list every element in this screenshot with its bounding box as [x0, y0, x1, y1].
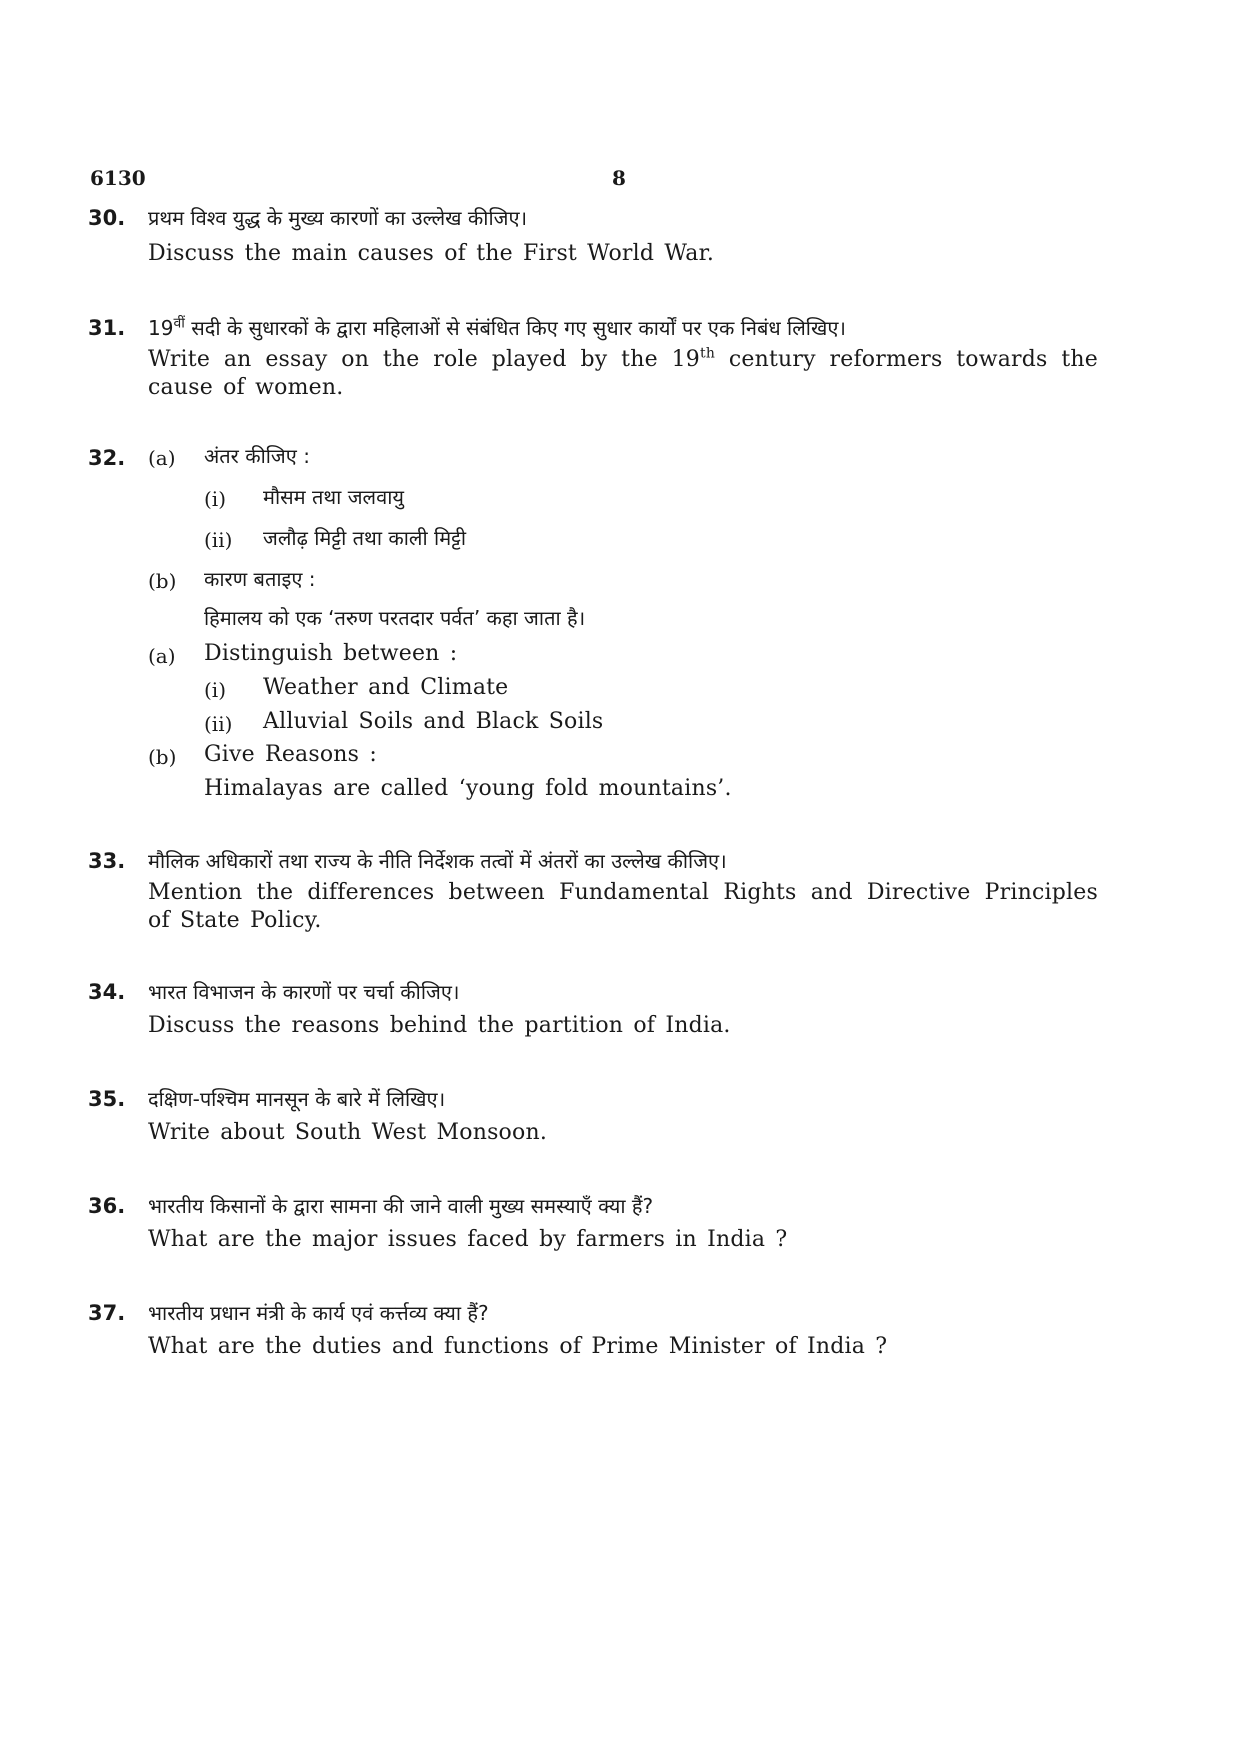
- question-text-hindi: भारतीय किसानों के द्वारा सामना की जाने वाली मुख्य समस्याएँ क्या हैं?: [148, 1194, 654, 1218]
- question-text-hindi: दक्षिण-पश्चिम मानसून के बारे में लिखिए।: [148, 1087, 446, 1111]
- subpart-ii-text-hindi: जलौढ़ मिट्टी तथा काली मिट्टी: [263, 526, 467, 550]
- question-36: [88, 1188, 1098, 1258]
- subpart-label-ii: (ii): [204, 528, 233, 552]
- question-number: 35.: [88, 1087, 126, 1111]
- question-text-hindi: प्रथम विश्व युद्ध के मुख्य कारणों का उल्लेख कीजिए।: [148, 206, 528, 230]
- question-37: [88, 1295, 1098, 1365]
- question-30: [88, 202, 1098, 272]
- part-b-statement-hindi: हिमालय को एक ‘तरुण परतदार पर्वत’ कहा जाता है।: [204, 606, 586, 630]
- part-b-text-hindi: कारण बताइए :: [204, 567, 316, 591]
- question-text-english: What are the major issues faced by farmers in India ?: [148, 1227, 788, 1252]
- question-text-english: Discuss the reasons behind the partition of India.: [148, 1013, 731, 1038]
- question-number: 32.: [88, 446, 126, 470]
- question-34: [88, 974, 1098, 1044]
- subpart-label-i: (i): [204, 487, 227, 511]
- paper-code: 6130: [90, 166, 146, 190]
- question-number: 31.: [88, 316, 126, 340]
- question-32: [88, 440, 1098, 810]
- subpart-label-ii: (ii): [204, 712, 233, 736]
- question-number: 37.: [88, 1301, 126, 1325]
- question-number: 33.: [88, 849, 126, 873]
- question-text-hindi: $19^{वीं}$ सदी के सुधारकों के द्वारा महिलाओं से संबंधित किए गए सुधार कार्यों पर एक निबंध लिखिए।: [148, 315, 846, 340]
- question-number: 36.: [88, 1194, 126, 1218]
- question-text-english: Write about South West Monsoon.: [148, 1120, 548, 1145]
- question-text-english: Discuss the main causes of the First World War.: [148, 241, 715, 266]
- question-33: [88, 843, 1098, 943]
- subpart-label-i: (i): [204, 678, 227, 702]
- question-text-hindi: मौलिक अधिकारों तथा राज्य के नीति निर्देशक तत्वों में अंतरों का उल्लेख कीजिए।: [148, 849, 727, 873]
- question-text-hindi: भारतीय प्रधान मंत्री के कार्य एवं कर्त्तव्य क्या हैं?: [148, 1301, 489, 1325]
- question-35: [88, 1081, 1098, 1151]
- question-31: [88, 310, 1098, 410]
- question-text-hindi: भारत विभाजन के कारणों पर चर्चा कीजिए।: [148, 980, 460, 1004]
- question-text-english: What are the duties and functions of Prime Minister of India ?: [148, 1334, 888, 1359]
- part-label-a: (a): [148, 446, 176, 470]
- part-b-statement-english: Himalayas are called ‘young fold mountains’.: [204, 776, 732, 801]
- question-number: 34.: [88, 980, 126, 1004]
- subpart-ii-text-english: Alluvial Soils and Black Soils: [263, 709, 604, 734]
- part-label-b: (b): [148, 569, 177, 593]
- part-label-a: (a): [148, 644, 176, 668]
- question-text-english: Write an essay on the role played by the 19th century reformers towards the cause of women.: [148, 345, 1098, 400]
- subpart-i-text-english: Weather and Climate: [263, 675, 509, 700]
- page-number: 8: [612, 166, 626, 190]
- subpart-i-text-hindi: मौसम तथा जलवायु: [263, 485, 404, 509]
- question-text-english: Mention the differences between Fundamental Rights and Directive Principles of State Policy.: [148, 880, 1098, 933]
- part-a-text-english: Distinguish between :: [204, 641, 458, 666]
- question-number: 30.: [88, 206, 126, 230]
- part-a-text-hindi: अंतर कीजिए :: [204, 444, 310, 468]
- page-header: [90, 166, 1150, 196]
- part-b-text-english: Give Reasons :: [204, 742, 377, 767]
- part-label-b: (b): [148, 745, 177, 769]
